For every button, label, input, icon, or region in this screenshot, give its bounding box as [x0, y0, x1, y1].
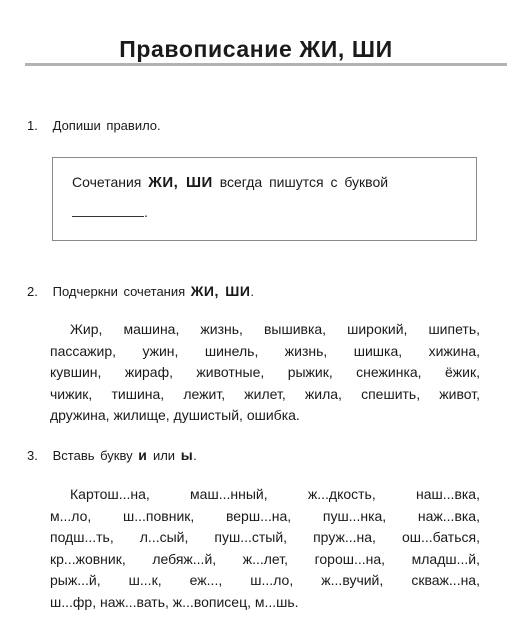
task-3-bold-2: ы [180, 447, 194, 463]
rule-end: . [144, 204, 148, 220]
task-2-line: Жир, машина, жизнь, вышивка, широкий, шипеть, [70, 321, 480, 337]
rule-box [52, 157, 477, 241]
task-2-heading [27, 283, 254, 299]
task-2-text: Подчеркни сочетания [52, 284, 186, 299]
task-3-line: м...ло, ш...повник, верш...на, пуш...нка, наж...вка, [50, 507, 480, 524]
task-1-number: 1. [27, 118, 38, 133]
rule-line-2 [72, 203, 148, 220]
task-2-line: пассажир, ужин, шинель, жизнь, шишка, хижина, [50, 342, 480, 359]
task-1-text: Допиши правило. [52, 118, 161, 133]
rule-line-1 [72, 174, 388, 191]
task-2-line: дружина, жилище, душистый, ошибка. [50, 407, 300, 423]
task-3-heading [27, 447, 197, 463]
page-title: Правописание ЖИ, ШИ [119, 36, 393, 62]
task-2-word-list [50, 319, 480, 427]
task-3-line: рыж...й, ш...к, еж..., ш...ло, ж...вучий, скваж...на, [50, 572, 480, 588]
task-2-bold: ЖИ, ШИ [190, 283, 251, 299]
task-2-line: чижик, тишина, лежит, жилет, жила, спешить, живот, [50, 385, 480, 402]
task-2-number: 2. [27, 284, 38, 299]
task-3-line: ш...фр, наж...вать, ж...вописец, м...шь. [50, 593, 299, 610]
rule-suffix: всегда пишутся с буквой [219, 174, 389, 190]
task-3-text-mid: или [152, 448, 176, 463]
task-3-number: 3. [27, 448, 38, 463]
task-1-heading [27, 118, 161, 133]
task-3-text-prefix: Вставь букву [52, 448, 133, 463]
task-3-end: . [193, 448, 197, 463]
rule-bold-letters: ЖИ, ШИ [148, 174, 213, 191]
task-2-end: . [250, 284, 255, 299]
task-3-line: Картош...на, маш...нный, ж...дкость, наш...вка, [70, 486, 480, 502]
rule-prefix: Сочетания [72, 174, 142, 190]
task-3-line: кр...жовник, лебяж...й, ж...лет, горош...на, младш...й, [50, 550, 480, 567]
task-3-word-list [50, 484, 480, 613]
rule-answer-blank[interactable] [72, 203, 144, 217]
task-3-bold-1: и [138, 447, 148, 463]
title-underline [25, 63, 507, 66]
task-2-line: кувшин, жираф, животные, рыжик, снежинка, ёжик, [50, 364, 480, 380]
task-3-line: подш...ть, л...сый, пуш...стый, пруж...на, ош...баться, [50, 529, 480, 545]
